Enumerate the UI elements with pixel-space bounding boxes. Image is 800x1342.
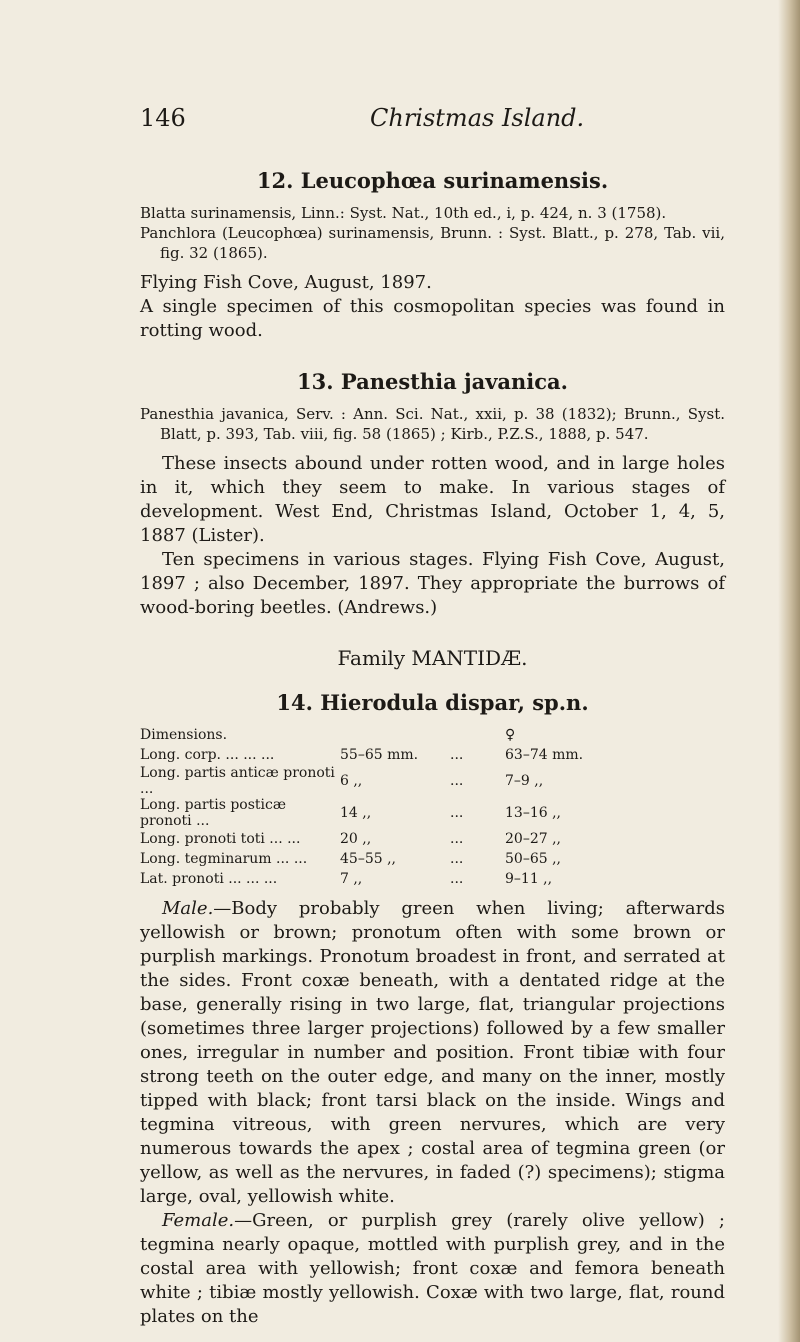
paragraph: These insects abound under rotten wood, and in large holes in it, which they seem to make. In various stages of development. West End, Christmas Island, October 1, 4, 5, 1887 (Lister). (140, 453, 725, 546)
female-description (140, 1209, 725, 1329)
heading-panesthia: 13. Panesthia javanica. (297, 369, 568, 394)
family-heading: Family MANTIDÆ. (337, 646, 528, 670)
page-number: 146 (140, 104, 186, 132)
table-row: Long. corp. ... ... ... 55–65 mm. ... 63–74 mm. (140, 747, 584, 763)
table-row: Long. pronoti toti ... ... 20 ,, ... 20–27 ,, (140, 831, 561, 847)
reference: Panchlora (Leucophœa) surinamensis, Brunn. : Syst. Blatt., p. 278, Tab. vii, fig. 32 (1865). (140, 224, 725, 262)
table-row: Long. tegminarum ... ... 45–55 ,, ... 50–65 ,, (140, 851, 561, 867)
running-title: Christmas Island. (370, 104, 585, 132)
table-row: Long. partis anticæ pronoti ... 6 ,, ... 7–9 ,, (140, 765, 544, 797)
reference: Panesthia javanica, Serv. : Ann. Sci. Nat., xxii, p. 38 (1832); Brunn., Syst. Blatt, p. 393, Tab. viii, fig. 58 (1865) ; Kirb., P.Z.S., 1888, p. 547. (140, 405, 725, 443)
page-edge (778, 0, 800, 1342)
heading-hierodula: 14. Hierodula dispar, sp.n. (276, 690, 589, 715)
male-description (140, 897, 725, 1209)
heading-leucophoea: 12. Leucophœa surinamensis. (256, 168, 609, 193)
female-symbol: ♀ (505, 727, 516, 743)
female-text: —Green, or purplish grey (rarely olive yellow) ; tegmina nearly opaque, mottled with purplish grey, and in the costal area with yellowish; front coxæ and femora beneath white ; tibiæ mostly yellowish. Coxæ with two large, flat, round plates on the (140, 1210, 725, 1327)
page-body (140, 168, 725, 1329)
male-text: —Body probably green when living; afterwards yellowish or brown; pronotum often with some brown or purplish markings. Pronotum broadest in front, and serrated at the sides. Front coxæ beneath, with a dentated ridge at the base, generally rising in two large, flat, triangular projections (sometimes three larger projections) followed by a few smaller ones, irregular in number and position. Front tibiæ with four strong teeth on the outer edge, and many on the inner, mostly tipped with black; front tarsi black on the inside. Wings and tegmina vitreous, with green nervures, which are very numerous towards the apex ; costal area of tegmina green (or yellow, as well as the nervures, in faded (?) specimens); stigma large, oval, yellowish white. (140, 898, 725, 1207)
paragraph: A single specimen of this cosmopolitan species was found in rotting wood. (140, 296, 725, 341)
paragraph: Flying Fish Cove, August, 1897. (140, 272, 432, 293)
table-header-row (140, 725, 615, 745)
dimensions-table (140, 725, 615, 889)
table-row: Long. partis posticæ pronoti ... 14 ,, ... 13–16 ,, (140, 797, 561, 829)
female-lead: Female. (162, 1210, 235, 1231)
paragraph: Ten specimens in various stages. Flying Fish Cove, August, 1897 ; also December, 1897. They appropriate the burrows of wood-boring beetles. (Andrews.) (140, 549, 725, 618)
running-head (140, 104, 720, 140)
dimensions-heading: Dimensions. (140, 727, 228, 743)
table-row: Lat. pronoti ... ... ... 7 ,, ... 9–11 ,, (140, 871, 553, 887)
male-lead: Male. (162, 898, 214, 919)
reference: Blatta surinamensis, Linn.: Syst. Nat., 10th ed., i, p. 424, n. 3 (1758). (140, 204, 667, 222)
